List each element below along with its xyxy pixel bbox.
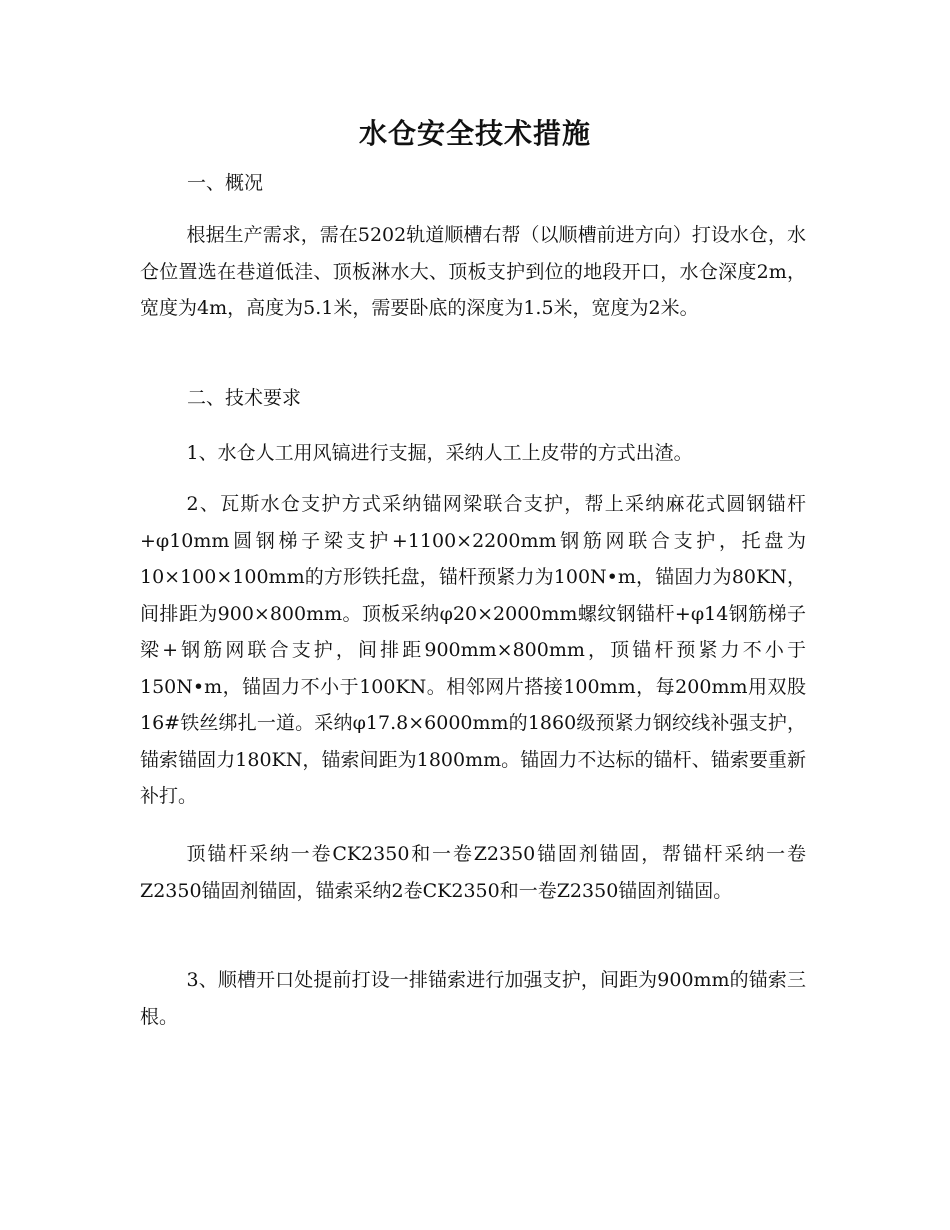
paragraph-item-3: 3、顺槽开口处提前打设一排锚索进行加强支护，间距为900mm的锚索三根。 — [140, 969, 806, 1028]
paragraph-overview: 根据生产需求，需在5202轨道顺槽右帮（以顺槽前进方向）打设水仓，水仓位置选在巷道低洼、顶板淋水大、顶板支护到位的地段开口，水仓深度2m，宽度为4m，高度为5.1米，需要卧底的深度为1.5米，宽度为2米。 — [140, 224, 806, 319]
paragraph-anchoring-agents: 顶锚杆采纳一卷CK2350和一卷Z2350锚固剂锚固，帮锚杆采纳一卷Z2350锚固剂锚固，锚索采纳2卷CK2350和一卷Z2350锚固剂锚固。 — [140, 843, 806, 902]
section-heading-overview: 一、概况 — [187, 172, 264, 194]
paragraph-item-2: 2、瓦斯水仓支护方式采纳锚网梁联合支护，帮上采纳麻花式圆钢锚杆+φ10mm圆钢梯子梁支护+1100×2200mm钢筋网联合支护，托盘为10×100×100mm的方形铁托盘，锚杆预紧力为100N•m，锚固力为80KN，间排距为900×800mm。顶板采纳φ20×2000mm螺纹钢锚杆+φ14钢筋梯子梁+钢筋网联合支护，间排距900mm×800mm，顶锚杆预紧力不小于150N•m，锚固力不小于100KN。相邻网片搭接100mm，每200mm用双股16#铁丝绑扎一道。采纳φ17.8×6000mm的1860级预紧力钢绞线补强支护，锚索锚固力180KN，锚索间距为1800mm。锚固力不达标的锚杆、锚索要重新补打。 — [140, 493, 806, 807]
document-title: 水仓安全技术措施 — [358, 117, 591, 150]
section-heading-technical-requirements: 二、技术要求 — [187, 387, 302, 409]
paragraph-item-1: 1、水仓人工用风镐进行支掘，采纳人工上皮带的方式出渣。 — [186, 442, 693, 464]
